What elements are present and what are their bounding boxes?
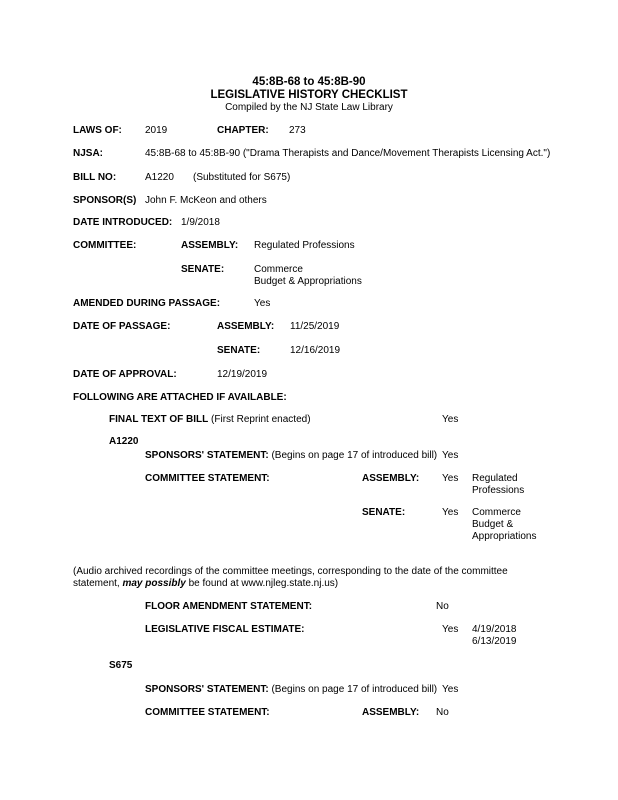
audio-note-line-2 bbox=[73, 578, 338, 590]
committee-label: COMMITTEE: bbox=[73, 240, 137, 251]
audio-note-line-1: (Audio archived recordings of the committee meetings, corresponding to the date of the committee bbox=[73, 566, 508, 577]
a1220-sponsors-row bbox=[145, 450, 437, 462]
chapter-label: CHAPTER: bbox=[217, 125, 269, 136]
date-of-passage-label: DATE OF PASSAGE: bbox=[73, 321, 171, 332]
audio-note-emphasis: may possibly bbox=[122, 578, 186, 589]
a1220-assembly-value: Yes bbox=[442, 473, 459, 484]
bill-no-label: BILL NO: bbox=[73, 172, 117, 183]
amended-label: AMENDED DURING PASSAGE: bbox=[73, 298, 221, 309]
s675-sponsors-note: (Begins on page 17 of introduced bill) bbox=[271, 684, 438, 695]
laws-of-label: LAWS OF: bbox=[73, 125, 122, 136]
a1220-sponsors-value: Yes bbox=[442, 450, 459, 461]
doc-title-statute: 45:8B-68 to 45:8B-90 bbox=[252, 76, 366, 88]
fiscal-estimate-date-1: 4/19/2018 bbox=[472, 624, 517, 635]
s675-sponsors-row bbox=[145, 684, 437, 696]
committee-senate-value-2: Budget & Appropriations bbox=[254, 276, 362, 287]
a1220-assembly-committee-1: Regulated bbox=[472, 473, 518, 484]
sponsors-value: John F. McKeon and others bbox=[145, 195, 267, 206]
fiscal-estimate-label: LEGISLATIVE FISCAL ESTIMATE: bbox=[145, 624, 305, 635]
final-text-value: Yes bbox=[442, 414, 459, 425]
final-text-label: FINAL TEXT OF BILL bbox=[109, 414, 209, 425]
a1220-senate-committee-3: Appropriations bbox=[472, 531, 537, 542]
fiscal-estimate-value: Yes bbox=[442, 624, 459, 635]
compiled-by: Compiled by the NJ State Law Library bbox=[225, 102, 393, 113]
floor-amendment-value: No bbox=[436, 601, 449, 612]
floor-amendment-label: FLOOR AMENDMENT STATEMENT: bbox=[145, 601, 313, 612]
amended-value: Yes bbox=[254, 298, 271, 309]
final-text-row bbox=[109, 414, 311, 426]
a1220-senate-committee-1: Commerce bbox=[472, 507, 521, 518]
audio-note-pre: statement, bbox=[73, 578, 123, 589]
doc-title-checklist: LEGISLATIVE HISTORY CHECKLIST bbox=[210, 89, 408, 101]
a1220-committee-label: COMMITTEE STATEMENT: bbox=[145, 473, 270, 484]
sponsors-label: SPONSOR(S) bbox=[73, 195, 137, 206]
a1220-assembly-label: ASSEMBLY: bbox=[362, 473, 420, 484]
following-heading: FOLLOWING ARE ATTACHED IF AVAILABLE: bbox=[73, 392, 287, 403]
committee-senate-value-1: Commerce bbox=[254, 264, 303, 275]
passage-assembly-value: 11/25/2019 bbox=[290, 321, 340, 332]
passage-senate-label: SENATE: bbox=[217, 345, 261, 356]
a1220-sponsors-note: (Begins on page 17 of introduced bill) bbox=[271, 450, 438, 461]
s675-sponsors-label: SPONSORS' STATEMENT: bbox=[145, 684, 269, 695]
s675-assembly-value: No bbox=[436, 707, 449, 718]
bill-substituted-note: (Substituted for S675) bbox=[193, 172, 291, 183]
s675-assembly-label: ASSEMBLY: bbox=[362, 707, 420, 718]
s675-committee-label: COMMITTEE STATEMENT: bbox=[145, 707, 270, 718]
passage-assembly-label: ASSEMBLY: bbox=[217, 321, 275, 332]
a1220-senate-label: SENATE: bbox=[362, 507, 406, 518]
committee-senate-label: SENATE: bbox=[181, 264, 225, 275]
date-introduced-value: 1/9/2018 bbox=[181, 217, 220, 228]
date-of-approval-value: 12/19/2019 bbox=[217, 369, 268, 380]
committee-assembly-value: Regulated Professions bbox=[254, 240, 355, 251]
s675-sponsors-value: Yes bbox=[442, 684, 459, 695]
date-introduced-label: DATE INTRODUCED: bbox=[73, 217, 173, 228]
final-text-note: (First Reprint enacted) bbox=[211, 414, 311, 425]
chapter-value: 273 bbox=[289, 125, 306, 136]
bill-no-value: A1220 bbox=[145, 172, 174, 183]
date-of-approval-label: DATE OF APPROVAL: bbox=[73, 369, 177, 380]
njsa-value: 45:8B-68 to 45:8B-90 ("Drama Therapists and Dance/Movement Therapists Licensing Act.") bbox=[145, 148, 551, 159]
a1220-senate-committee-2: Budget & bbox=[472, 519, 514, 530]
njsa-label: NJSA: bbox=[73, 148, 104, 159]
a1220-sponsors-label: SPONSORS' STATEMENT: bbox=[145, 450, 269, 461]
committee-assembly-label: ASSEMBLY: bbox=[181, 240, 239, 251]
a1220-assembly-committee-2: Professions bbox=[472, 485, 525, 496]
a1220-senate-value: Yes bbox=[442, 507, 459, 518]
laws-of-value: 2019 bbox=[145, 125, 168, 136]
a1220-label: A1220 bbox=[109, 436, 139, 447]
fiscal-estimate-date-2: 6/13/2019 bbox=[472, 636, 517, 647]
audio-note-post: be found at www.njleg.state.nj.us) bbox=[185, 578, 339, 589]
s675-label: S675 bbox=[109, 660, 133, 671]
passage-senate-value: 12/16/2019 bbox=[290, 345, 341, 356]
